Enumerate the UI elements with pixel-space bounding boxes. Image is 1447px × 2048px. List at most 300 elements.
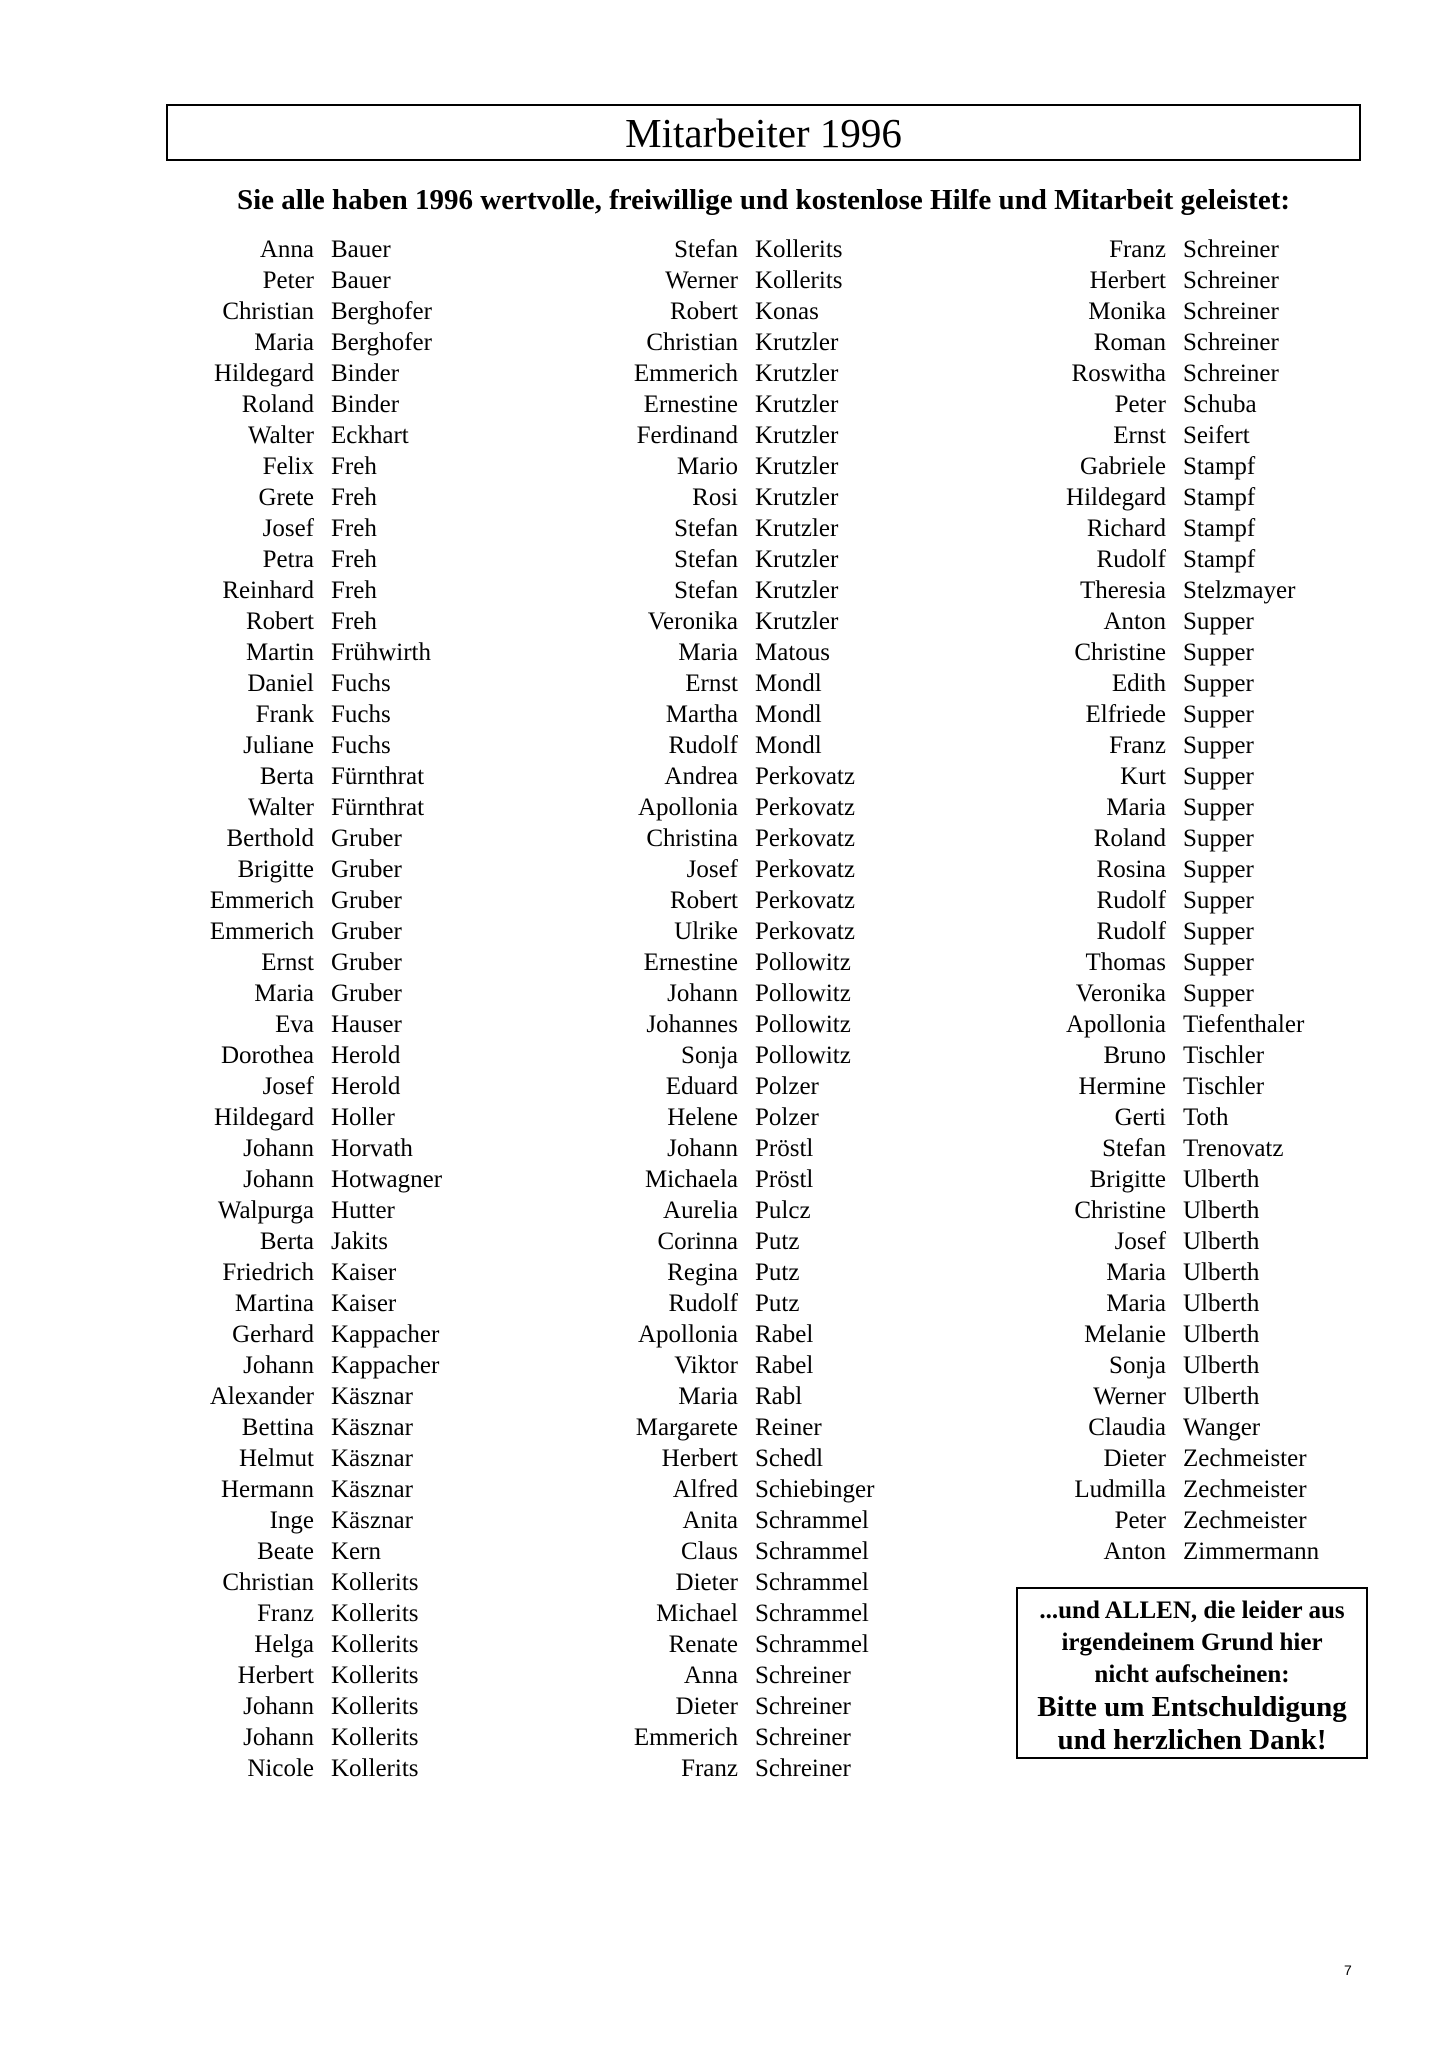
first-name: Emmerich	[633, 360, 738, 387]
name-row	[150, 792, 442, 823]
last-name: Tischler	[1183, 1073, 1265, 1100]
first-name: Rudolf	[1096, 887, 1166, 914]
first-name: Werner	[1093, 1383, 1166, 1410]
name-row	[1000, 1164, 1319, 1195]
last-name: Supper	[1183, 949, 1254, 976]
first-name: Hildegard	[1066, 484, 1166, 511]
last-name: Perkovatz	[755, 794, 855, 821]
first-name: Stefan	[1102, 1135, 1166, 1162]
last-name: Tiefenthaler	[1183, 1011, 1305, 1038]
name-row	[570, 1009, 874, 1040]
last-name: Binder	[331, 360, 400, 387]
name-row	[1000, 1133, 1319, 1164]
last-name: Fuchs	[331, 732, 391, 759]
first-name: Claus	[681, 1538, 738, 1565]
last-name: Pollowitz	[755, 949, 851, 976]
name-row	[150, 1412, 442, 1443]
name-row	[150, 1443, 442, 1474]
first-name: Hermann	[220, 1476, 314, 1503]
last-name: Schedl	[755, 1445, 824, 1472]
name-row	[1000, 1350, 1319, 1381]
first-name: Berthold	[226, 825, 314, 852]
name-row	[150, 823, 442, 854]
first-name: Rudolf	[668, 732, 738, 759]
first-name: Josef	[1114, 1228, 1166, 1255]
name-row	[150, 916, 442, 947]
name-row	[150, 761, 442, 792]
last-name: Perkovatz	[755, 856, 855, 883]
name-row	[150, 296, 442, 327]
last-name: Seifert	[1183, 422, 1250, 449]
first-name: Ludmilla	[1074, 1476, 1166, 1503]
last-name: Stampf	[1183, 515, 1256, 542]
first-name: Dorothea	[220, 1042, 314, 1069]
name-row	[150, 1567, 442, 1598]
last-name: Pollowitz	[755, 1011, 851, 1038]
first-name: Anton	[1103, 1538, 1166, 1565]
name-row	[150, 420, 442, 451]
first-name: Ernestine	[643, 391, 738, 418]
last-name: Ulberth	[1183, 1228, 1260, 1255]
last-name: Ulberth	[1183, 1383, 1260, 1410]
name-row	[570, 1071, 874, 1102]
name-row	[570, 1722, 874, 1753]
last-name: Käsznar	[331, 1383, 413, 1410]
first-name: Berta	[259, 763, 314, 790]
last-name: Stampf	[1183, 453, 1256, 480]
last-name: Tischler	[1183, 1042, 1265, 1069]
first-name: Beate	[257, 1538, 314, 1565]
last-name: Freh	[331, 484, 377, 511]
last-name: Perkovatz	[755, 763, 855, 790]
name-row	[1000, 947, 1319, 978]
last-name: Pulcz	[755, 1197, 811, 1224]
first-name: Inge	[269, 1507, 314, 1534]
last-name: Supper	[1183, 732, 1254, 759]
last-name: Hotwagner	[331, 1166, 443, 1193]
name-row	[150, 358, 442, 389]
first-name: Helmut	[239, 1445, 314, 1472]
last-name: Fürnthrat	[331, 794, 425, 821]
name-row	[570, 358, 874, 389]
last-name: Perkovatz	[755, 887, 855, 914]
name-row	[1000, 513, 1319, 544]
first-name: Christian	[646, 329, 738, 356]
page-number: 7	[1344, 1962, 1352, 1978]
first-name: Viktor	[674, 1352, 738, 1379]
name-row	[1000, 823, 1319, 854]
last-name: Schreiner	[1183, 360, 1279, 387]
last-name: Kollerits	[331, 1600, 419, 1627]
name-row	[150, 327, 442, 358]
first-name: Stefan	[674, 546, 738, 573]
name-row	[570, 1412, 874, 1443]
name-row	[570, 1133, 874, 1164]
name-row	[1000, 854, 1319, 885]
last-name: Ulberth	[1183, 1166, 1260, 1193]
name-row	[570, 482, 874, 513]
name-row	[150, 1350, 442, 1381]
last-name: Berghofer	[331, 329, 432, 356]
name-row	[150, 1288, 442, 1319]
name-row	[1000, 637, 1319, 668]
first-name: Daniel	[247, 670, 314, 697]
name-row	[570, 1629, 874, 1660]
name-row	[150, 1009, 442, 1040]
last-name: Gruber	[331, 980, 402, 1007]
name-row	[150, 575, 442, 606]
name-row	[150, 1660, 442, 1691]
last-name: Schrammel	[755, 1600, 869, 1627]
name-row	[150, 637, 442, 668]
last-name: Ulberth	[1183, 1321, 1260, 1348]
first-name: Martin	[245, 639, 314, 666]
first-name: Felix	[262, 453, 314, 480]
last-name: Krutzler	[755, 515, 839, 542]
name-row	[570, 1536, 874, 1567]
last-name: Zechmeister	[1183, 1507, 1307, 1534]
last-name: Supper	[1183, 794, 1254, 821]
name-row	[1000, 730, 1319, 761]
last-name: Pröstl	[755, 1166, 814, 1193]
first-name: Nicole	[247, 1755, 314, 1782]
name-row	[150, 1040, 442, 1071]
first-name: Margarete	[635, 1414, 738, 1441]
last-name: Matous	[755, 639, 830, 666]
last-name: Gruber	[331, 887, 402, 914]
name-row	[570, 761, 874, 792]
first-name: Eva	[275, 1011, 314, 1038]
first-name: Christian	[222, 1569, 314, 1596]
name-row	[1000, 1257, 1319, 1288]
first-name: Gerti	[1114, 1104, 1166, 1131]
name-row	[570, 947, 874, 978]
last-name: Ulberth	[1183, 1290, 1260, 1317]
last-name: Schreiner	[1183, 329, 1279, 356]
name-row	[150, 1319, 442, 1350]
first-name: Reinhard	[222, 577, 314, 604]
first-name: Maria	[254, 329, 314, 356]
name-row	[570, 699, 874, 730]
name-row	[1000, 327, 1319, 358]
last-name: Kern	[331, 1538, 381, 1565]
first-name: Johann	[243, 1693, 314, 1720]
last-name: Perkovatz	[755, 918, 855, 945]
last-name: Kappacher	[331, 1321, 440, 1348]
name-row	[1000, 1226, 1319, 1257]
last-name: Zechmeister	[1183, 1476, 1307, 1503]
first-name: Anna	[259, 236, 314, 263]
first-name: Bruno	[1103, 1042, 1166, 1069]
name-row	[570, 296, 874, 327]
name-row	[1000, 1071, 1319, 1102]
last-name: Zimmermann	[1183, 1538, 1320, 1565]
name-row	[570, 854, 874, 885]
name-row	[150, 1381, 442, 1412]
last-name: Supper	[1183, 825, 1254, 852]
last-name: Gruber	[331, 825, 402, 852]
last-name: Freh	[331, 453, 377, 480]
last-name: Supper	[1183, 670, 1254, 697]
first-name: Johann	[667, 1135, 738, 1162]
name-row	[150, 1474, 442, 1505]
name-row	[570, 978, 874, 1009]
first-name: Josef	[686, 856, 738, 883]
last-name: Fuchs	[331, 701, 391, 728]
last-name: Fuchs	[331, 670, 391, 697]
first-name: Sonja	[1109, 1352, 1166, 1379]
last-name: Supper	[1183, 608, 1254, 635]
first-name: Robert	[245, 608, 314, 635]
name-column-2	[570, 234, 874, 1784]
name-row	[1000, 1474, 1319, 1505]
name-row	[1000, 1443, 1319, 1474]
first-name: Josef	[262, 1073, 314, 1100]
first-name: Corinna	[657, 1228, 738, 1255]
name-row	[570, 575, 874, 606]
first-name: Franz	[681, 1755, 738, 1782]
name-row	[1000, 234, 1319, 265]
name-row	[570, 389, 874, 420]
first-name: Elfriede	[1085, 701, 1166, 728]
first-name: Juliane	[243, 732, 314, 759]
name-row	[570, 513, 874, 544]
last-name: Frühwirth	[331, 639, 431, 666]
first-name: Rudolf	[1096, 546, 1166, 573]
name-row	[150, 234, 442, 265]
last-name: Zechmeister	[1183, 1445, 1307, 1472]
name-row	[570, 1567, 874, 1598]
last-name: Pröstl	[755, 1135, 814, 1162]
last-name: Rabl	[755, 1383, 803, 1410]
last-name: Binder	[331, 391, 400, 418]
first-name: Johann	[243, 1166, 314, 1193]
last-name: Krutzler	[755, 577, 839, 604]
first-name: Josef	[262, 515, 314, 542]
name-row	[570, 1753, 874, 1784]
name-column-3	[1000, 234, 1319, 1567]
first-name: Veronika	[647, 608, 738, 635]
last-name: Pollowitz	[755, 980, 851, 1007]
first-name: Rudolf	[1096, 918, 1166, 945]
first-name: Johann	[243, 1352, 314, 1379]
first-name: Robert	[669, 298, 738, 325]
last-name: Fürnthrat	[331, 763, 425, 790]
name-row	[1000, 885, 1319, 916]
name-row	[570, 1319, 874, 1350]
last-name: Herold	[331, 1073, 401, 1100]
last-name: Hutter	[331, 1197, 395, 1224]
last-name: Berghofer	[331, 298, 432, 325]
name-row	[1000, 575, 1319, 606]
last-name: Freh	[331, 515, 377, 542]
last-name: Hauser	[331, 1011, 402, 1038]
last-name: Schreiner	[755, 1662, 851, 1689]
name-row	[1000, 1505, 1319, 1536]
first-name: Renate	[668, 1631, 738, 1658]
first-name: Roland	[241, 391, 314, 418]
name-row	[150, 699, 442, 730]
first-name: Hildegard	[214, 1104, 314, 1131]
first-name: Maria	[1106, 1259, 1166, 1286]
last-name: Supper	[1183, 763, 1254, 790]
name-row	[570, 1226, 874, 1257]
note-line-2: irgendeinem Grund hier	[1061, 1629, 1323, 1656]
last-name: Ulberth	[1183, 1259, 1260, 1286]
first-name: Christine	[1074, 1197, 1166, 1224]
name-row	[1000, 792, 1319, 823]
first-name: Herbert	[661, 1445, 738, 1472]
name-row	[150, 1536, 442, 1567]
last-name: Stelzmayer	[1183, 577, 1296, 604]
name-row	[1000, 1412, 1319, 1443]
last-name: Käsznar	[331, 1414, 413, 1441]
name-row	[570, 327, 874, 358]
first-name: Emmerich	[209, 918, 314, 945]
name-row	[570, 1660, 874, 1691]
last-name: Gruber	[331, 918, 402, 945]
last-name: Schreiner	[1183, 236, 1279, 263]
first-name: Johannes	[646, 1011, 738, 1038]
first-name: Christine	[1074, 639, 1166, 666]
last-name: Polzer	[755, 1104, 819, 1131]
last-name: Schrammel	[755, 1569, 869, 1596]
name-row	[150, 1722, 442, 1753]
last-name: Kollerits	[331, 1724, 419, 1751]
last-name: Supper	[1183, 639, 1254, 666]
first-name: Apollonia	[638, 1321, 738, 1348]
name-row	[570, 1195, 874, 1226]
last-name: Käsznar	[331, 1507, 413, 1534]
name-row	[150, 482, 442, 513]
name-row	[570, 265, 874, 296]
first-name: Christina	[646, 825, 738, 852]
last-name: Freh	[331, 577, 377, 604]
first-name: Herbert	[237, 1662, 314, 1689]
note-line-3: nicht aufscheinen:	[1094, 1661, 1290, 1688]
last-name: Krutzler	[755, 546, 839, 573]
first-name: Brigitte	[237, 856, 314, 883]
last-name: Krutzler	[755, 329, 839, 356]
last-name: Gruber	[331, 949, 402, 976]
first-name: Gerhard	[232, 1321, 314, 1348]
name-row	[570, 792, 874, 823]
first-name: Gabriele	[1079, 453, 1166, 480]
note-line-1: ...und ALLEN, die leider aus	[1039, 1597, 1345, 1624]
first-name: Anton	[1103, 608, 1166, 635]
last-name: Kollerits	[331, 1569, 419, 1596]
first-name: Mario	[676, 453, 738, 480]
first-name: Franz	[257, 1600, 314, 1627]
first-name: Rosi	[692, 484, 738, 511]
name-row	[1000, 761, 1319, 792]
last-name: Reiner	[755, 1414, 822, 1441]
first-name: Johann	[243, 1135, 314, 1162]
last-name: Krutzler	[755, 608, 839, 635]
last-name: Polzer	[755, 1073, 819, 1100]
name-row	[150, 1164, 442, 1195]
first-name: Friedrich	[222, 1259, 314, 1286]
last-name: Putz	[755, 1290, 800, 1317]
last-name: Schuba	[1183, 391, 1257, 418]
last-name: Supper	[1183, 980, 1254, 1007]
first-name: Anna	[683, 1662, 738, 1689]
name-row	[150, 854, 442, 885]
first-name: Franz	[1109, 236, 1166, 263]
last-name: Konas	[755, 298, 819, 325]
last-name: Freh	[331, 608, 377, 635]
first-name: Stefan	[674, 515, 738, 542]
name-row	[570, 451, 874, 482]
first-name: Ernst	[1113, 422, 1166, 449]
name-row	[1000, 265, 1319, 296]
first-name: Helga	[254, 1631, 314, 1658]
first-name: Roland	[1093, 825, 1166, 852]
last-name: Supper	[1183, 701, 1254, 728]
first-name: Melanie	[1084, 1321, 1166, 1348]
last-name: Rabel	[755, 1352, 814, 1379]
first-name: Ernestine	[643, 949, 738, 976]
last-name: Schreiner	[1183, 267, 1279, 294]
first-name: Johann	[667, 980, 738, 1007]
first-name: Apollonia	[638, 794, 738, 821]
first-name: Maria	[254, 980, 314, 1007]
first-name: Martina	[234, 1290, 314, 1317]
name-row	[150, 1226, 442, 1257]
page-subtitle: Sie alle haben 1996 wertvolle, freiwillige und kostenlose Hilfe und Mitarbeit geleistet:	[236, 184, 1291, 216]
last-name: Schiebinger	[755, 1476, 875, 1503]
first-name: Petra	[262, 546, 314, 573]
name-row	[1000, 978, 1319, 1009]
first-name: Ulrike	[674, 918, 738, 945]
last-name: Rabel	[755, 1321, 814, 1348]
first-name: Martha	[665, 701, 738, 728]
first-name: Walter	[247, 422, 314, 449]
name-row	[1000, 699, 1319, 730]
first-name: Walter	[247, 794, 314, 821]
name-row	[570, 1505, 874, 1536]
last-name: Eckhart	[331, 422, 409, 449]
name-row	[150, 1071, 442, 1102]
name-row	[150, 451, 442, 482]
name-row	[1000, 1319, 1319, 1350]
first-name: Dieter	[1103, 1445, 1166, 1472]
name-row	[150, 389, 442, 420]
last-name: Krutzler	[755, 360, 839, 387]
last-name: Holler	[331, 1104, 395, 1131]
name-row	[1000, 1040, 1319, 1071]
first-name: Maria	[1106, 794, 1166, 821]
name-row	[570, 1257, 874, 1288]
first-name: Michael	[656, 1600, 738, 1627]
last-name: Mondl	[755, 732, 822, 759]
name-row	[150, 1598, 442, 1629]
first-name: Peter	[262, 267, 314, 294]
first-name: Bettina	[241, 1414, 314, 1441]
first-name: Peter	[1114, 391, 1166, 418]
name-row	[570, 1474, 874, 1505]
note-line-5: und herzlichen Dank!	[1057, 1724, 1327, 1756]
last-name: Mondl	[755, 701, 822, 728]
last-name: Stampf	[1183, 484, 1256, 511]
first-name: Johann	[243, 1724, 314, 1751]
name-row	[570, 420, 874, 451]
name-row	[150, 1102, 442, 1133]
first-name: Brigitte	[1089, 1166, 1166, 1193]
name-row	[1000, 1536, 1319, 1567]
last-name: Kollerits	[331, 1662, 419, 1689]
last-name: Schreiner	[755, 1755, 851, 1782]
